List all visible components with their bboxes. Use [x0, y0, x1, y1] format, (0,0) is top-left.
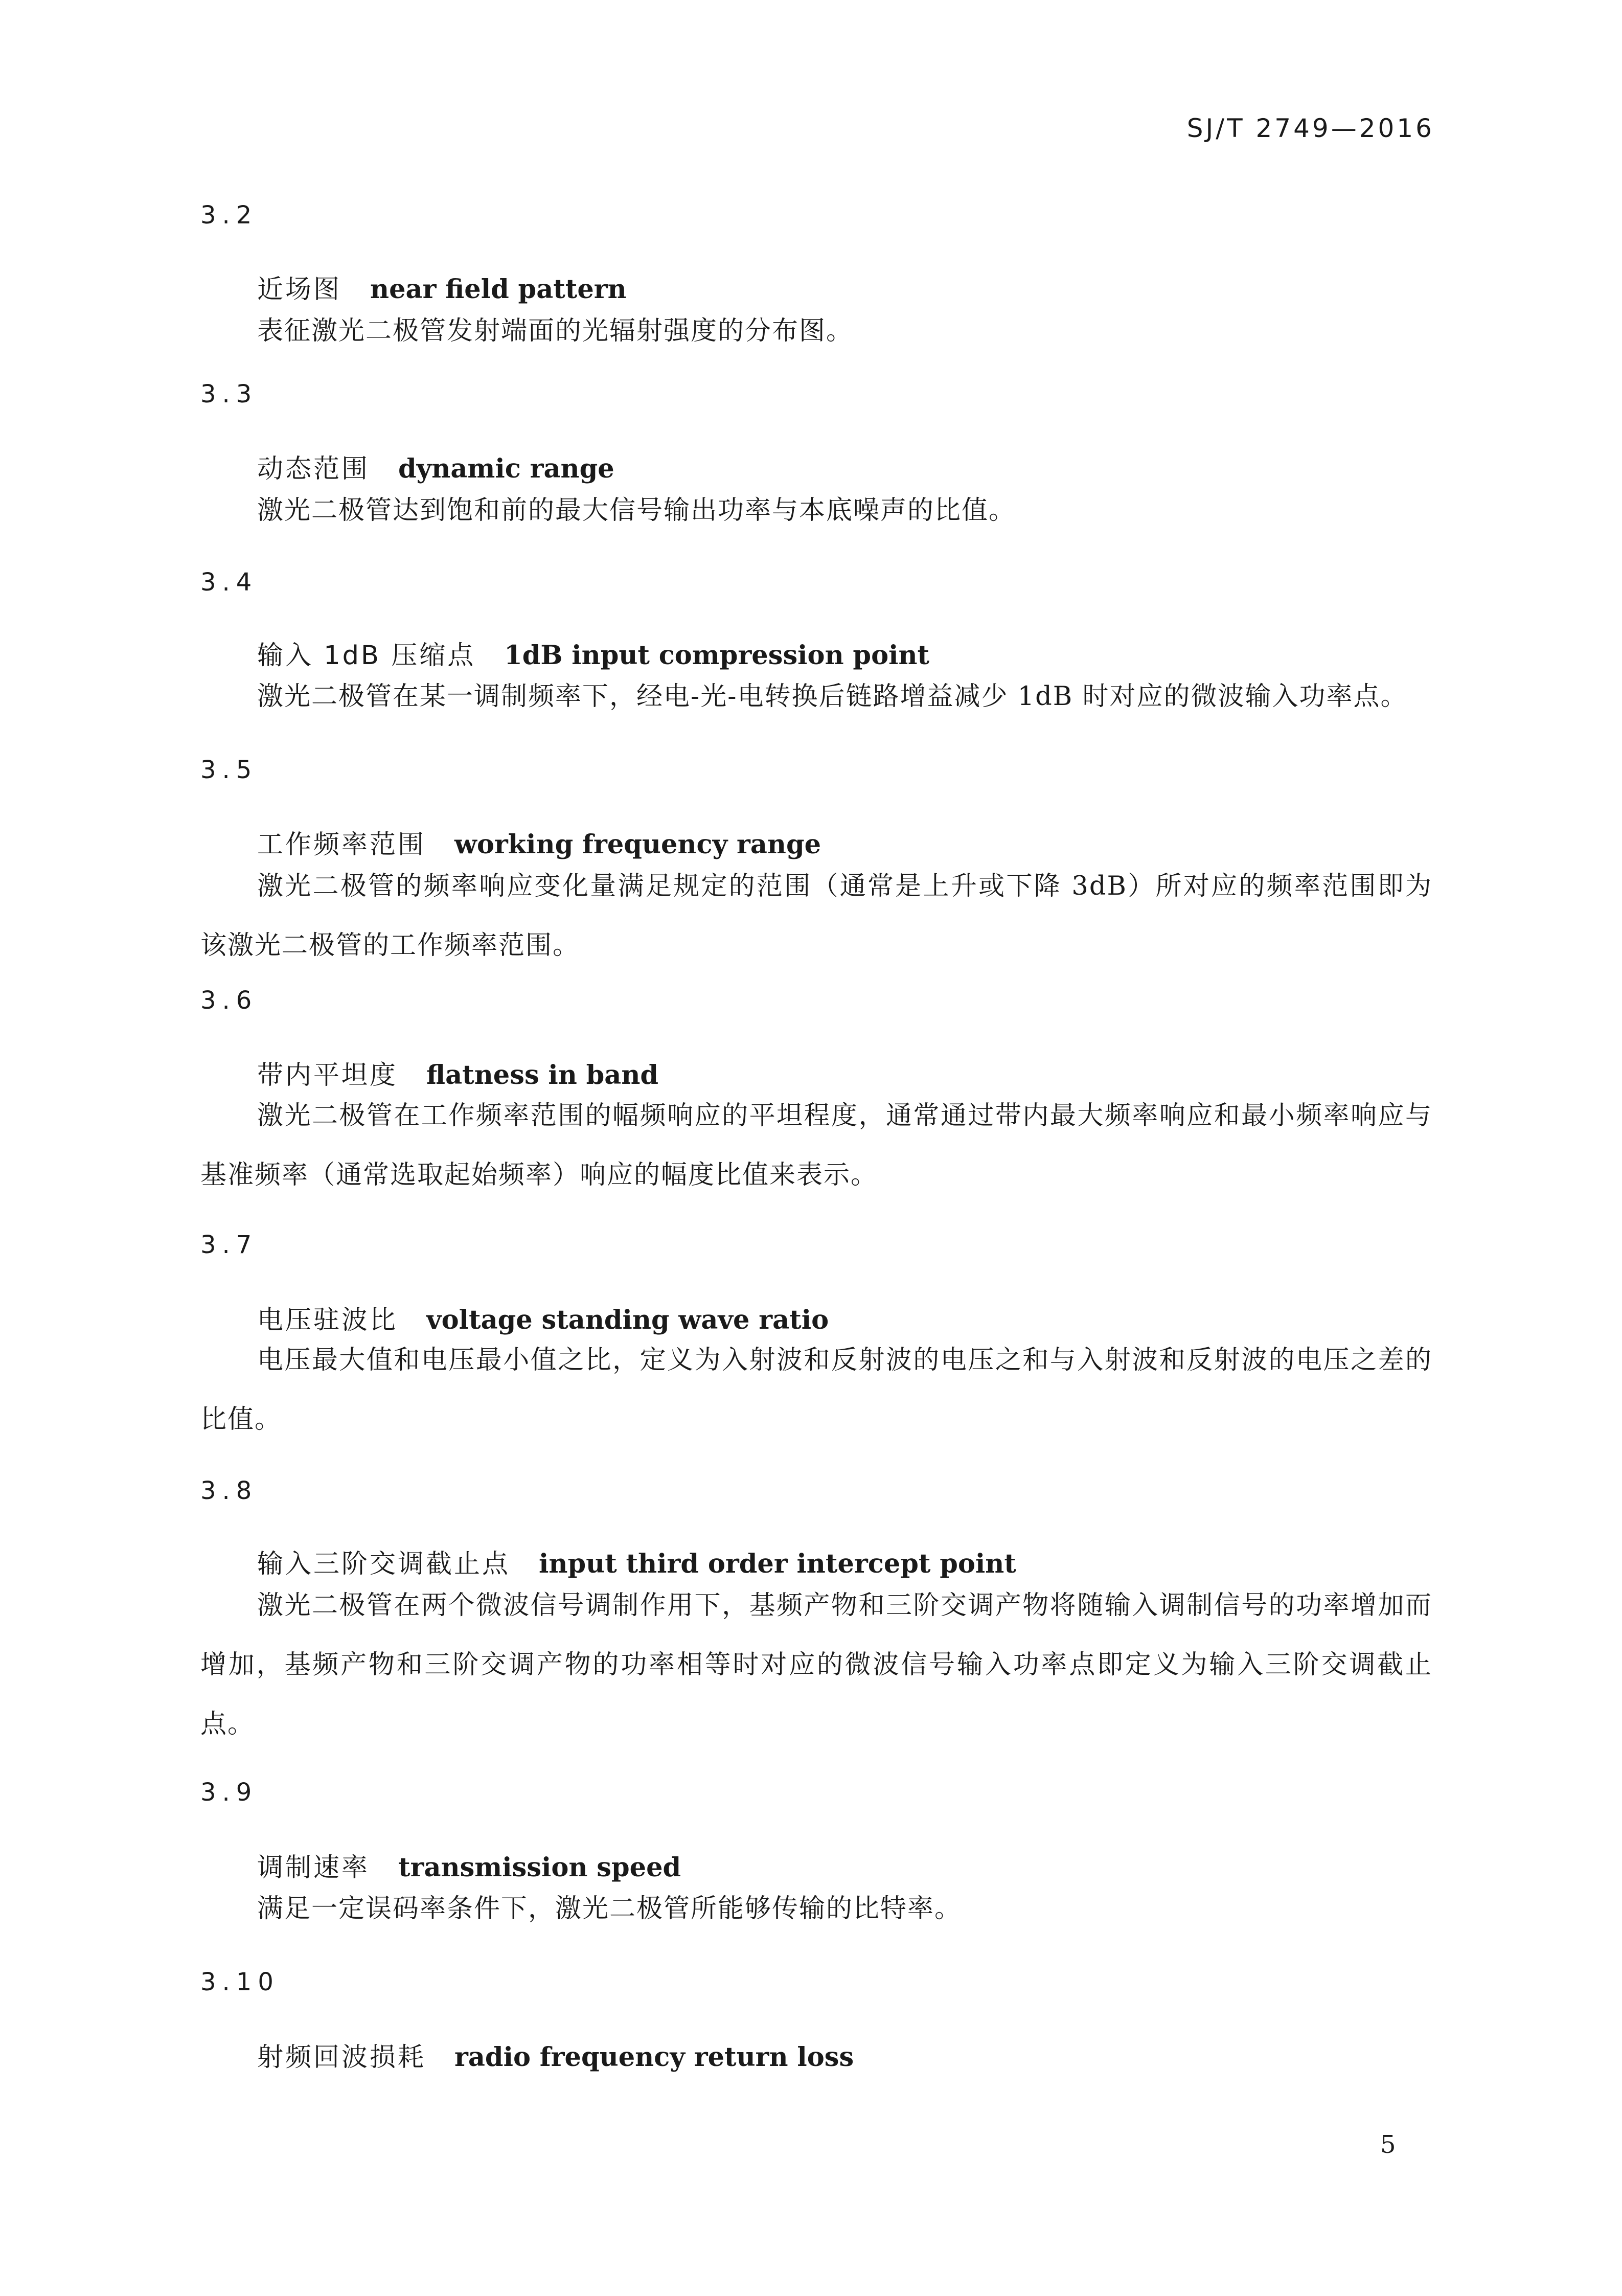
page-number: 5 — [1380, 2130, 1396, 2159]
clause-number: 3.8 — [200, 1476, 258, 1505]
term-definition: 激光二极管的频率响应变化量满足规定的范围（通常是上升或下降 3dB）所对应的频率范围即为该激光二极管的工作频率范围。 — [200, 871, 1432, 961]
clause-number: 3.7 — [200, 1231, 258, 1259]
term-chinese: 近场图 — [257, 275, 342, 305]
term-chinese: 工作频率范围 — [257, 830, 426, 860]
term-heading — [257, 2036, 854, 2074]
term-english: working frequency range — [454, 829, 821, 860]
term-english: 1dB input compression point — [504, 640, 930, 671]
clause-number: 3.6 — [200, 986, 258, 1015]
term-heading — [257, 823, 821, 861]
term-english: voltage standing wave ratio — [426, 1305, 829, 1335]
clause-number: 3.4 — [200, 568, 258, 597]
clause-number: 3.2 — [200, 201, 258, 230]
term-english: dynamic range — [398, 453, 614, 484]
term-chinese: 射频回波损耗 — [257, 2042, 426, 2073]
term-heading — [257, 634, 929, 672]
term-chinese: 输入 1dB 压缩点 — [257, 641, 476, 671]
clause-number: 3.3 — [200, 380, 258, 408]
term-definition: 激光二极管在某一调制频率下，经电-光-电转换后链路增益减少 1dB 时对应的微波输入功率点。 — [257, 681, 1408, 712]
term-heading — [257, 268, 627, 306]
document-code: SJ/T 2749—2016 — [1186, 113, 1434, 143]
term-english: transmission speed — [398, 1852, 681, 1883]
term-definition: 电压最大值和电压最小值之比，定义为入射波和反射波的电压之和与入射波和反射波的电压之差的比值。 — [200, 1345, 1432, 1435]
term-definition: 表征激光二极管发射端面的光辐射强度的分布图。 — [257, 316, 854, 346]
term-definition: 激光二极管在两个微波信号调制作用下，基频产物和三阶交调产物将随输入调制信号的功率增加而增加，基频产物和三阶交调产物的功率相等时对应的微波信号输入功率点即定义为输入三阶交调截止点。 — [200, 1590, 1432, 1739]
term-english: radio frequency return loss — [454, 2042, 854, 2073]
clause-number: 3.5 — [200, 756, 258, 784]
term-heading — [257, 1846, 681, 1884]
term-chinese: 调制速率 — [257, 1853, 370, 1883]
term-definition: 满足一定误码率条件下，激光二极管所能够传输的比特率。 — [257, 1894, 962, 1924]
term-chinese: 动态范围 — [257, 454, 370, 484]
term-definition: 激光二极管达到饱和前的最大信号输出功率与本底噪声的比值。 — [257, 495, 1016, 526]
term-heading — [257, 1054, 658, 1092]
term-english: near field pattern — [370, 274, 627, 305]
term-english: flatness in band — [426, 1060, 659, 1090]
term-chinese: 带内平坦度 — [257, 1060, 398, 1090]
term-chinese: 电压驻波比 — [257, 1305, 398, 1335]
clause-number: 3.9 — [200, 1778, 258, 1807]
term-heading — [257, 447, 614, 485]
term-definition: 激光二极管在工作频率范围的幅频响应的平坦程度，通常通过带内最大频率响应和最小频率响应与基准频率（通常选取起始频率）响应的幅度比值来表示。 — [200, 1101, 1432, 1190]
clause-number: 3.10 — [200, 1968, 280, 1996]
term-english: input third order intercept point — [539, 1549, 1016, 1579]
term-chinese: 输入三阶交调截止点 — [257, 1549, 511, 1579]
term-heading — [257, 1542, 1016, 1580]
